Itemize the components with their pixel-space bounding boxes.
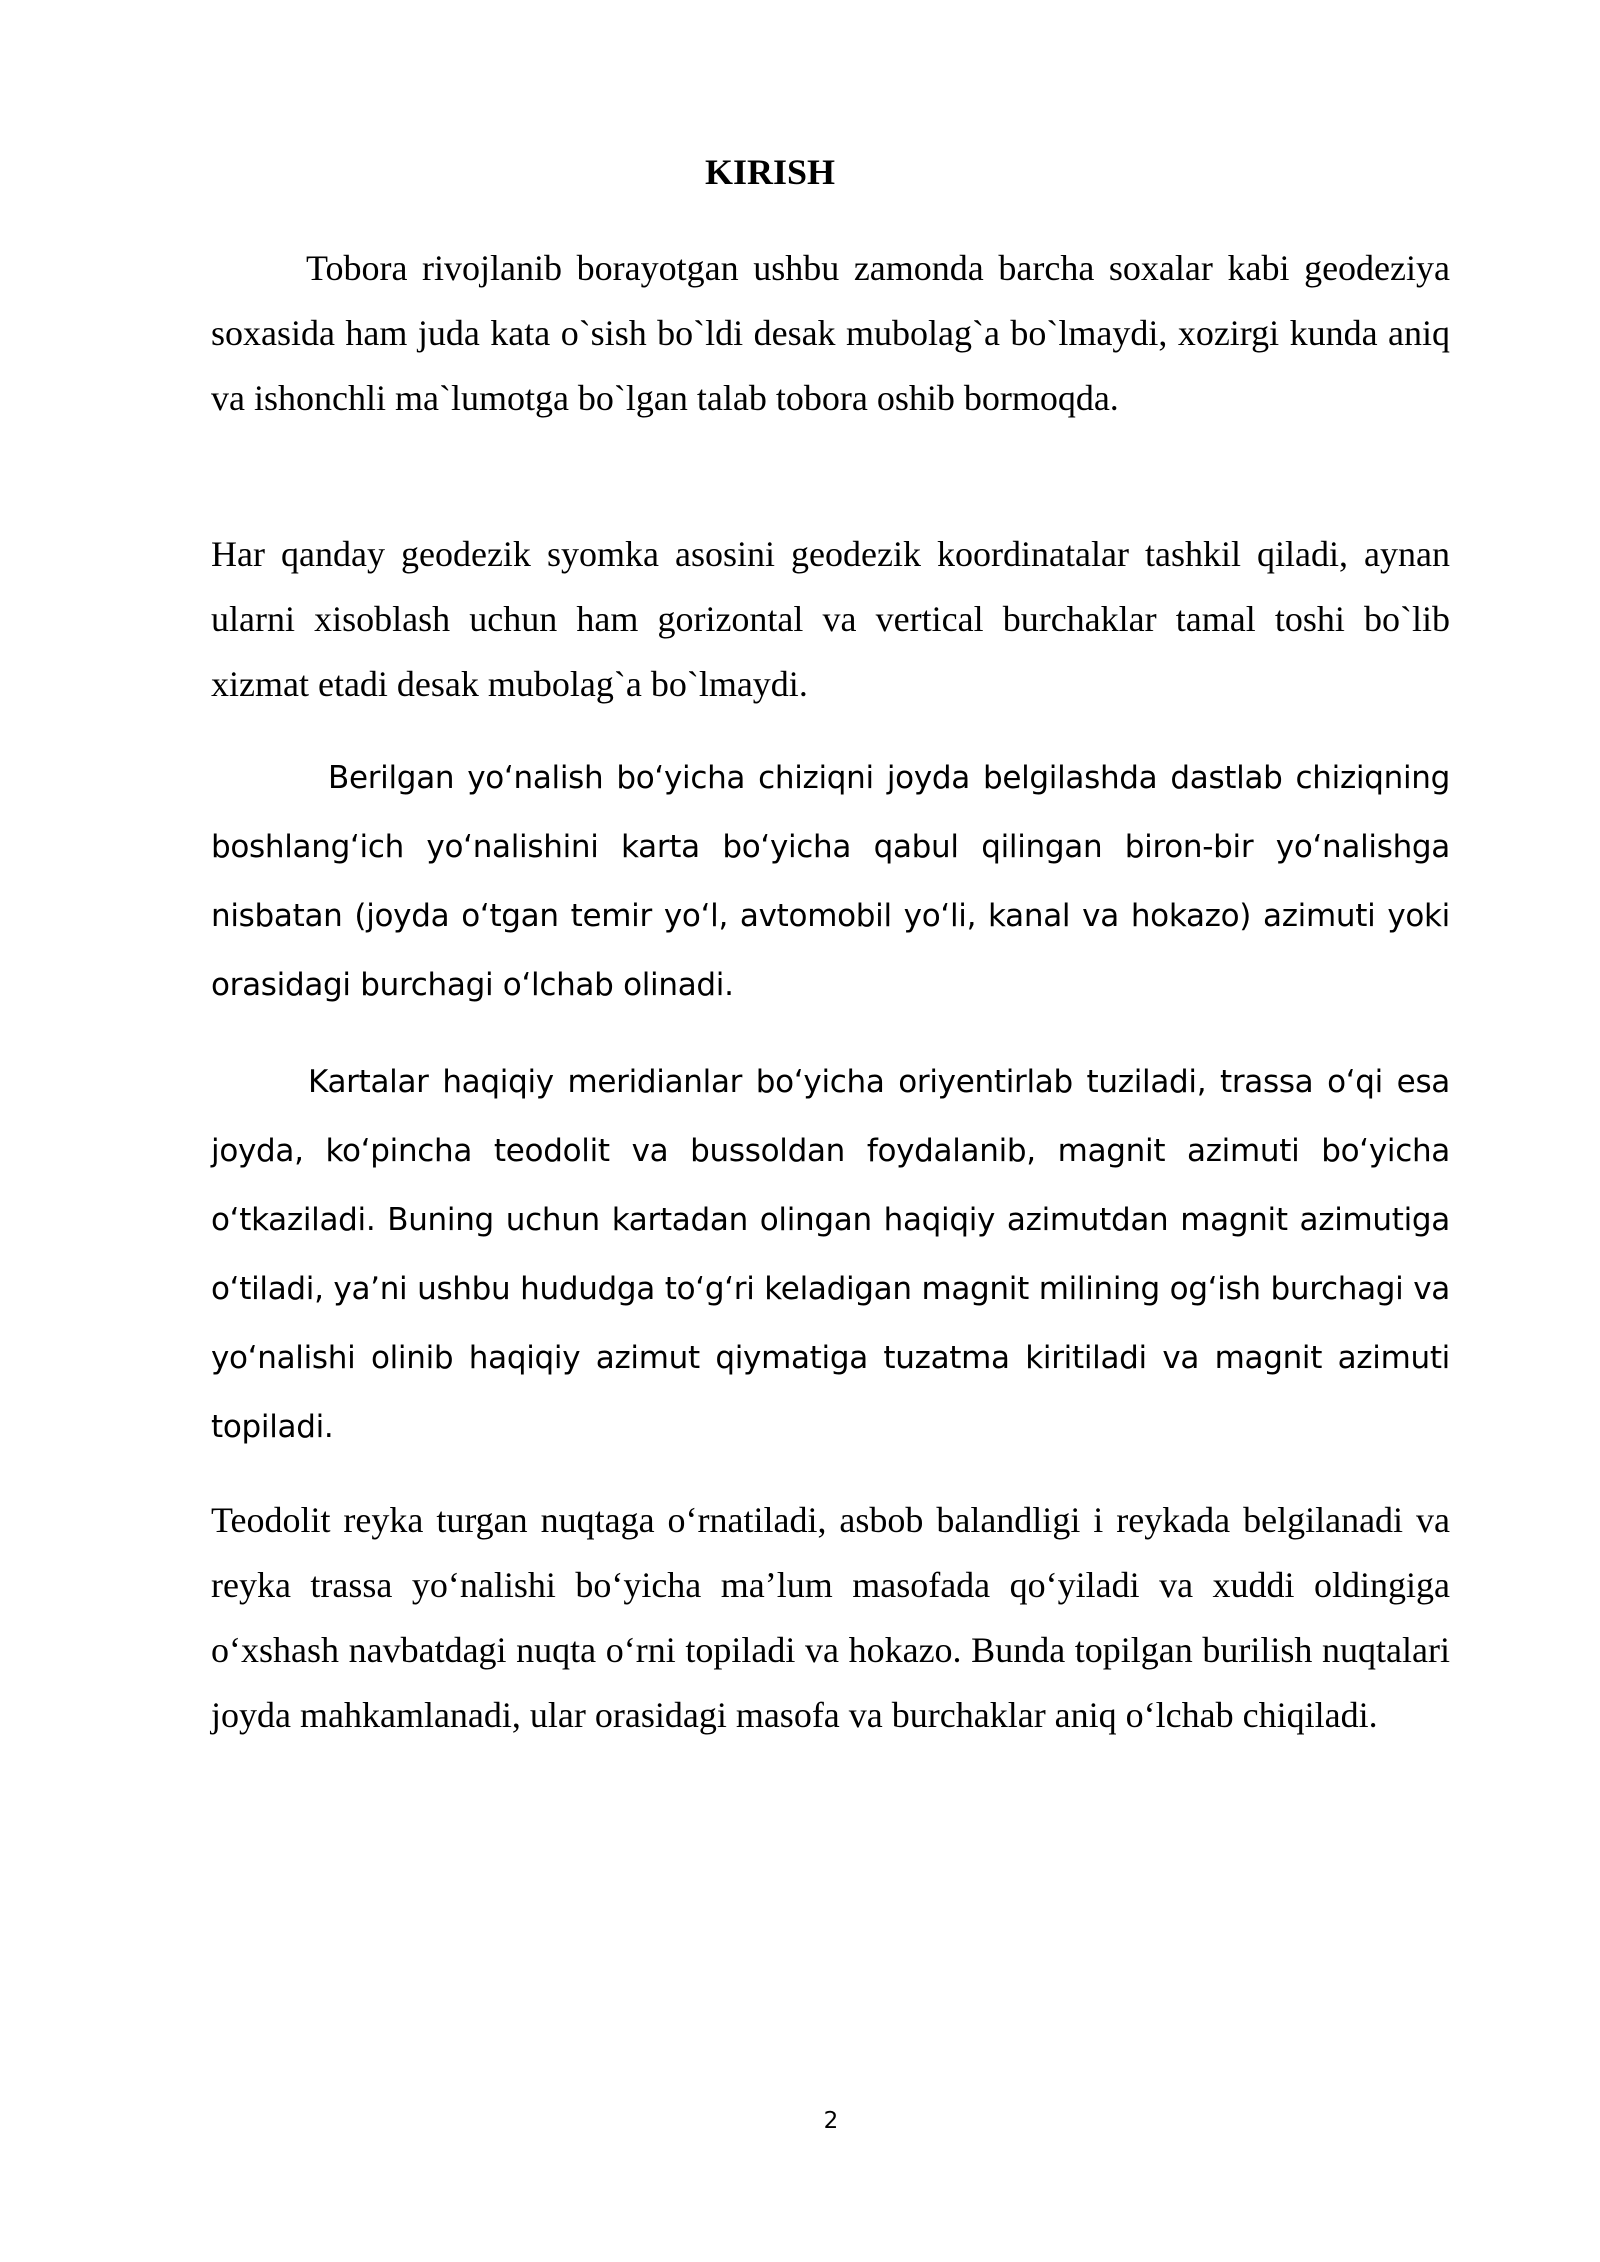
paragraph-maps-azimuth: Kartalar haqiqiy meridianlar boʻyicha oriyentirlab tuziladi, trassa oʻqi esa joyda, koʻpincha teodolit va bussoldan foydalanib, magnit azimuti boʻyicha oʻtkaziladi. Buning uchun kartadan olingan haqiqiy azimutdan magnit azimutiga oʻtiladi, yaʼni ushbu hududga toʻgʻri keladigan magnit milining ogʻish burchagi va yoʻnalishi olinib haqiqiy azimut qiymatiga tuzatma kiritiladi va magnit azimuti topiladi.	[211, 1064, 1450, 1445]
paragraph-geodetic-survey: Har qanday geodezik syomka asosini geodezik koordinatalar tashkil qiladi, aynan ularni xisoblash uchun ham gorizontal va vertical burchaklar tamal toshi bo`lib xizmat etadi desak mubolag`a bo`lmaydi.	[211, 534, 1450, 704]
page-title: KIRISH	[704, 152, 836, 192]
paragraph-line-direction: Berilgan yoʻnalish boʻyicha chiziqni joyda belgilashda dastlab chiziqning boshlangʻich yoʻnalishini karta boʻyicha qabul qilingan biron-bir yoʻnalishga nisbatan (joyda oʻtgan temir yoʻl, avtomobil yoʻli, kanal va hokazo) azimuti yoki orasidagi burchagi oʻlchab olinadi.	[211, 760, 1450, 1003]
paragraph-introduction: Tobora rivojlanib borayotgan ushbu zamonda barcha soxalar kabi geodeziya soxasida ham juda kata o`sish bo`ldi desak mubolag`a bo`lmaydi, xozirgi kunda aniq va ishonchli ma`lumotga bo`lgan talab tobora oshib bormoqda.	[211, 248, 1450, 418]
paragraph-theodolite: Teodolit reyka turgan nuqtaga oʻrnatiladi, asbob balandligi i reykada belgilanadi va reyka trassa yoʻnalishi boʻyicha maʼlum masofada qoʻyiladi va xuddi oldingiga oʻxshash navbatdagi nuqta oʻrni topiladi va hokazo. Bunda topilgan burilish nuqtalari joyda mahkamlanadi, ular orasidagi masofa va burchaklar aniq oʻlchab chiqiladi.	[211, 1500, 1450, 1735]
page-number: 2	[823, 2108, 839, 2134]
